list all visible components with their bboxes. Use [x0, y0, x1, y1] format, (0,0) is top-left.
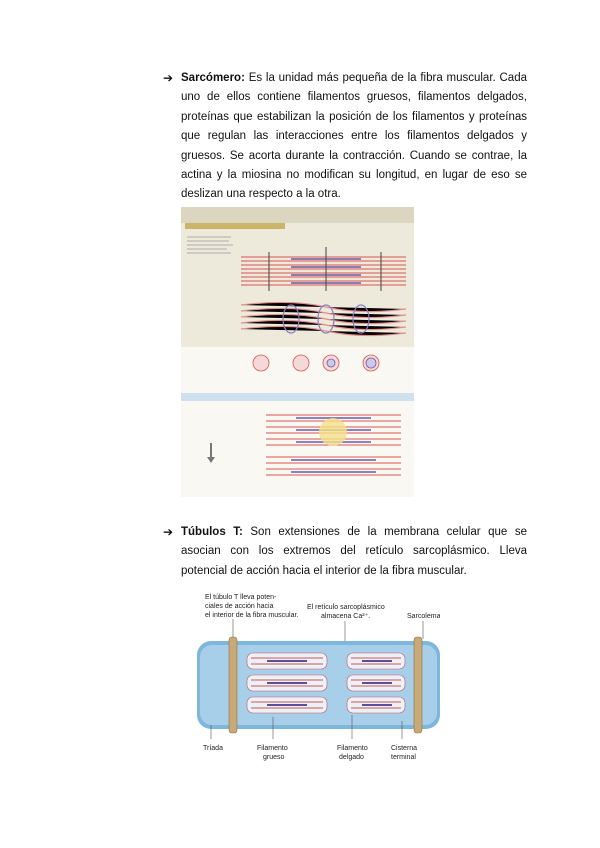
term-tubulos-t: Túbulos T: — [181, 526, 243, 538]
label-tubule-line1: El túbulo T lleva poten- — [205, 594, 277, 601]
sarcomere-figure — [181, 207, 414, 497]
bullet-sarcomero — [163, 69, 527, 205]
label-tubule-line3: el interior de la fibra muscular. — [205, 612, 299, 619]
paragraph-tubulos-t — [181, 523, 527, 581]
sarcomere-diagram — [181, 207, 414, 497]
paragraph-sarcomero — [181, 69, 527, 205]
label-thin-line1: Filamento — [337, 745, 368, 752]
label-tubule-line2: ciales de acción hacia — [205, 603, 274, 610]
label-thick-line2: grueso — [263, 754, 285, 761]
text-tubulos-t: Son extensiones de la membrana celular que se asocian con los extremos del retículo sarcoplásmico. Lleva potencial de acción hacia el interior de la fibra muscular. — [181, 526, 527, 577]
t-tubules-figure — [197, 587, 440, 767]
label-sarcolemma: Sarcolema — [407, 613, 440, 620]
label-triad: Tríada — [203, 745, 223, 752]
label-thick-line1: Filamento — [257, 745, 288, 752]
bullet-tubulos-t — [163, 523, 527, 581]
label-thin-line2: delgado — [339, 754, 364, 761]
arrow-bullet-icon: ➔ — [163, 525, 174, 539]
text-sarcomero: Es la unidad más pequeña de la fibra muscular. Cada uno de ellos contiene filamentos gruesos, filamentos delgados, proteínas que estabilizan la posición de los filamentos y proteínas que regulan las interacciones entre los filamentos delgados y gruesos. Se acorta durante la contracción. Cuando se contrae, la actina y la miosina no modifican su longitud, en lugar de eso se deslizan una respecto a la otra. — [181, 72, 527, 201]
label-cistern-line1: Cisterna — [391, 745, 418, 752]
term-sarcomero: Sarcómero: — [181, 72, 245, 84]
label-cistern-line2: terminal — [391, 754, 416, 761]
label-reticulum-line2: almacena Ca²⁺. — [321, 613, 371, 620]
t-tubules-diagram — [197, 587, 440, 767]
arrow-bullet-icon: ➔ — [163, 71, 174, 85]
label-reticulum-line1: El retículo sarcoplásmico — [307, 604, 385, 611]
